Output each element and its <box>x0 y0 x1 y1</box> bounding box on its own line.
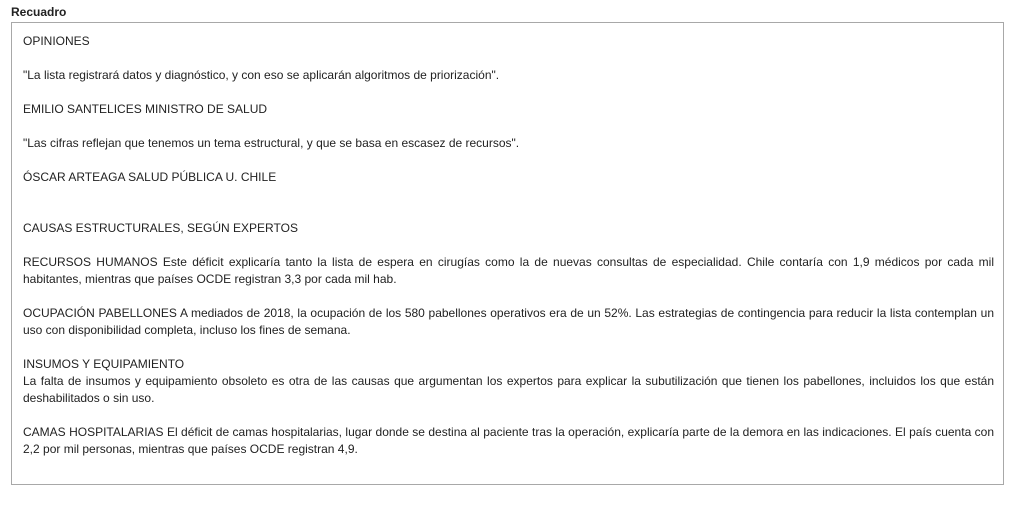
insumos-heading: INSUMOS Y EQUIPAMIENTO <box>23 357 185 371</box>
author-santelices: EMILIO SANTELICES MINISTRO DE SALUD <box>23 102 268 116</box>
section-title: Recuadro <box>11 5 67 19</box>
opinions-heading: OPINIONES <box>23 34 90 48</box>
paragraph-ocupacion-pabellones: OCUPACIÓN PABELLONES A mediados de 2018, la ocupación de los 580 pabellones operativos era de un 52%. Las estrategias de contingencia para reducir la lista contemplan un uso con disponibilidad completa, incluso los fines de semana. <box>23 306 994 337</box>
paragraph-recursos-humanos: RECURSOS HUMANOS Este déficit explicaría tanto la lista de espera en cirugías como la de nuevas consultas de especialidad. Chile contaría con 1,9 médicos por cada mil habitantes, mientras que países OCDE registran 3,3 por cada mil hab. <box>23 255 994 286</box>
author-arteaga: ÓSCAR ARTEAGA SALUD PÚBLICA U. CHILE <box>23 170 277 184</box>
quote-arteaga: "Las cifras reflejan que tenemos un tema estructural, y que se basa en escasez de recursos". <box>23 136 520 150</box>
paragraph-camas-hospitalarias: CAMAS HOSPITALARIAS El déficit de camas hospitalarias, lugar donde se destina al paciente tras la operación, explicaría parte de la demora en las indicaciones. El país cuenta con 2,2 por mil personas, mientras que países OCDE registran 4,9. <box>23 425 994 456</box>
paragraph-insumos: La falta de insumos y equipamiento obsoleto es otra de las causas que argumentan los expertos para explicar la subutilización que tienen los pabellones, incluidos los que están deshabilitados o sin uso. <box>23 374 994 405</box>
recuadro-box <box>11 22 1004 485</box>
causes-heading: CAUSAS ESTRUCTURALES, SEGÚN EXPERTOS <box>23 221 298 235</box>
quote-santelices: "La lista registrará datos y diagnóstico, y con eso se aplicarán algoritmos de priorización". <box>23 68 500 82</box>
recuadro-content <box>23 33 994 458</box>
